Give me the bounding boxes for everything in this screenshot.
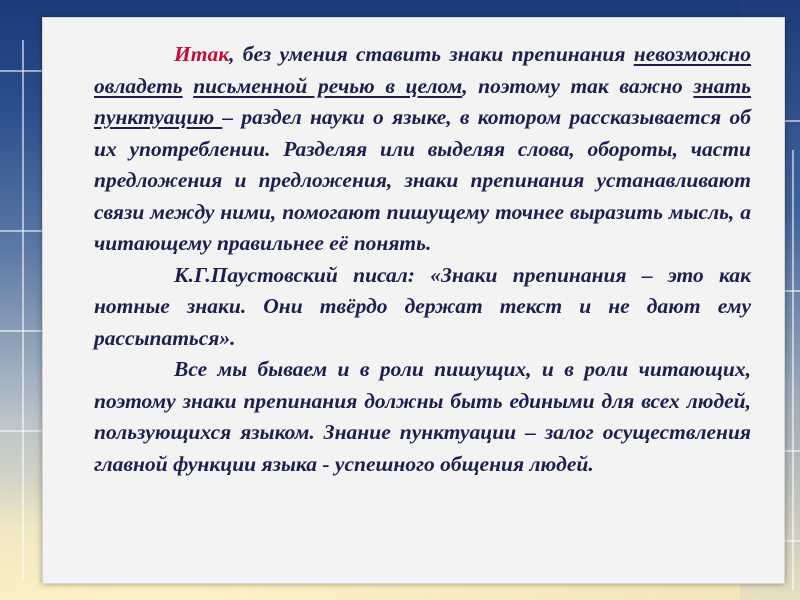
text-segment: Итак xyxy=(174,42,230,66)
text-segment: письменной речью в целом xyxy=(193,73,463,98)
paragraph-3 xyxy=(94,354,751,480)
grid-line-decor xyxy=(22,40,24,580)
grid-line-decor xyxy=(0,330,42,332)
grid-line-decor xyxy=(785,450,800,452)
grid-line-decor xyxy=(785,540,800,542)
paragraph-2 xyxy=(94,260,751,355)
grid-line-decor xyxy=(0,430,42,432)
slide-text xyxy=(94,39,751,480)
text-segment: – раздел науки о языке, в котором рассказывается об их употреблении. Разделяя или выделяя слова, обороты, части предложения и предложения, знаки препинания устанавливают связи между ними, помогают пишущему точнее выразить мысль, а читающему правильнее её понять. xyxy=(94,105,751,255)
text-segment: Все мы бываем и в роли пишущих, и в роли читающих, поэтому знаки препинания должны быть едиными для всех людей, пользующихся языком. Знание пунктуации – залог осуществления главной функции языка - успешного общения людей. xyxy=(94,357,751,476)
text-segment: К.Г.Паустовский писал: «Знаки препинания – это как нотные знаки. Они твёрдо держат текст и не дают ему рассыпаться». xyxy=(94,262,751,350)
text-segment: , без умения ставить знаки препинания xyxy=(229,42,634,66)
grid-line-decor xyxy=(785,120,800,122)
paragraph-1 xyxy=(94,39,751,260)
grid-line-decor xyxy=(0,70,42,72)
text-segment: пунктуацию xyxy=(94,105,223,129)
text-segment: невозможно овладеть xyxy=(94,42,751,98)
text-segment: знать xyxy=(693,73,751,98)
text-segment: , поэтому так важно xyxy=(462,73,694,98)
grid-line-decor xyxy=(785,290,800,292)
grid-line-decor xyxy=(0,230,42,232)
text-segment xyxy=(183,74,194,98)
grid-line-decor xyxy=(792,150,794,590)
text-panel xyxy=(42,17,785,584)
